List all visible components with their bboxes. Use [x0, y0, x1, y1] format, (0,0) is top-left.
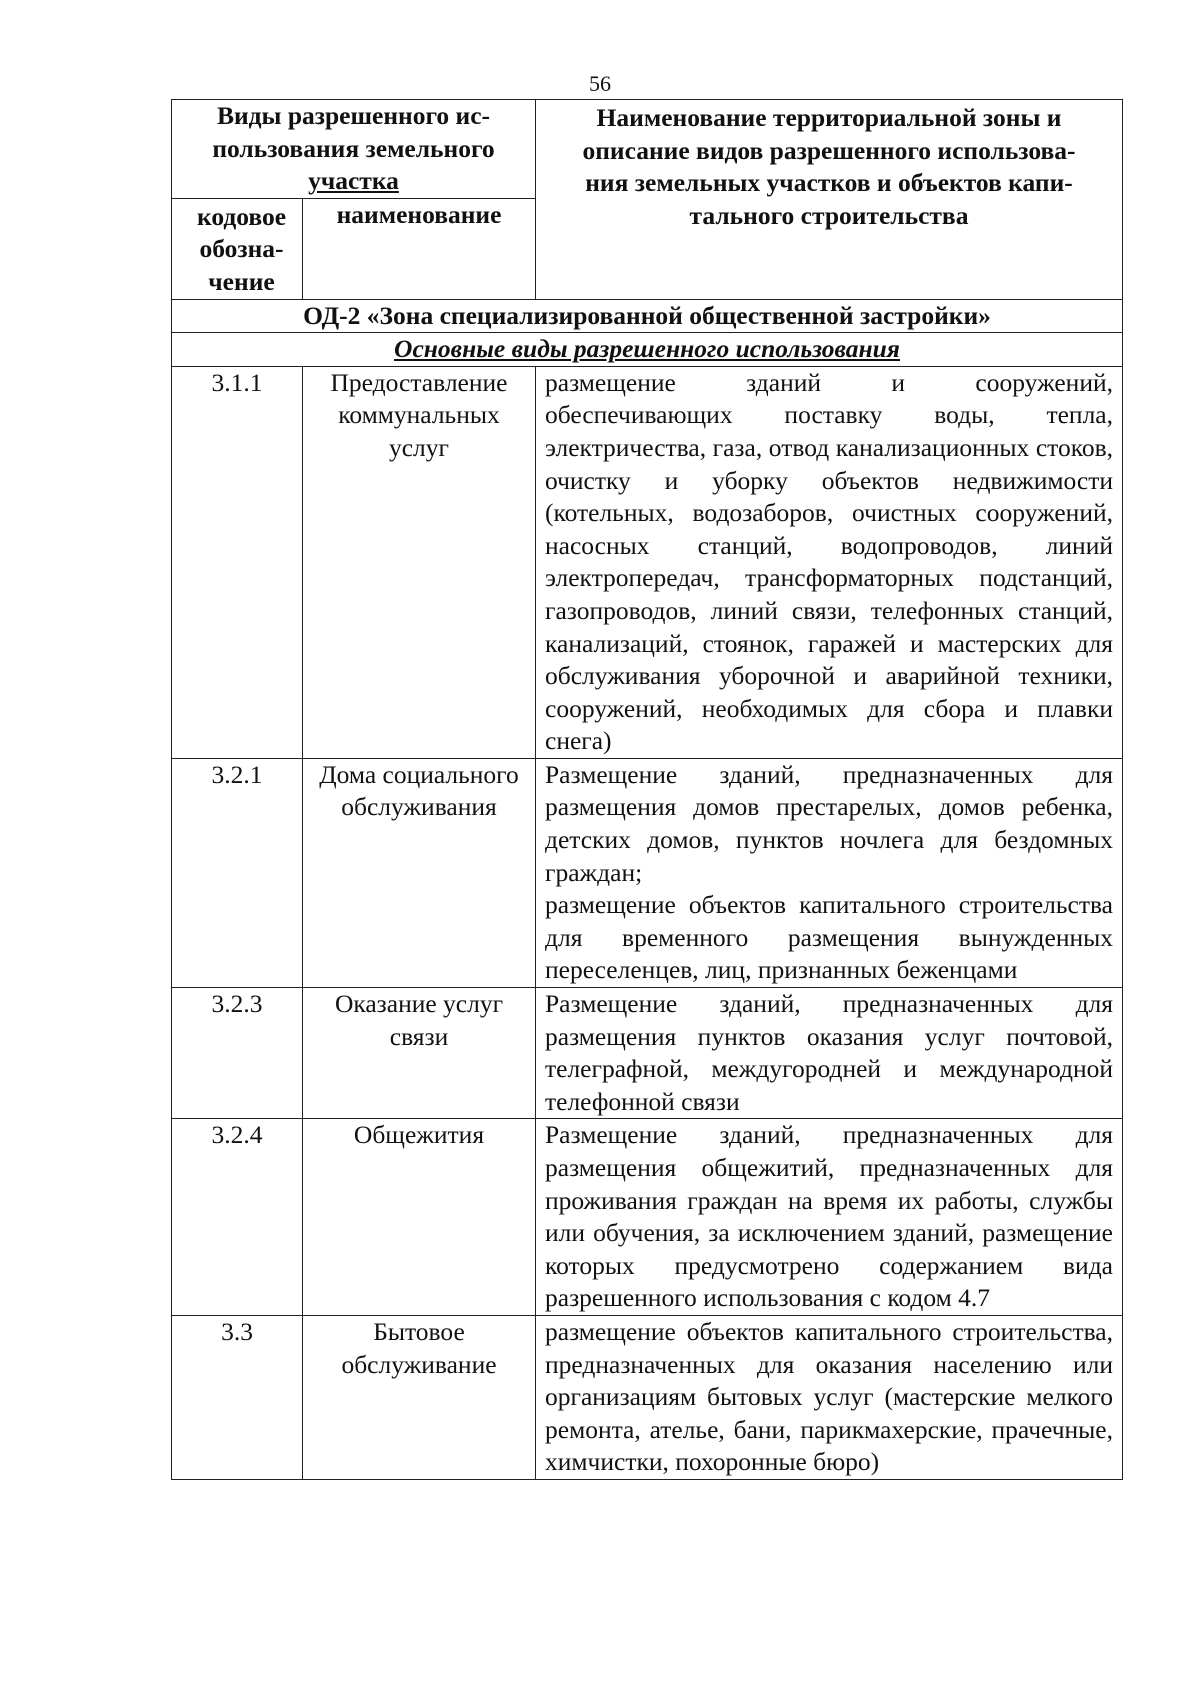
zone-title: ОД-2 «Зона специализированной общественной застройки»	[172, 299, 1123, 333]
header-code-line: кодовое	[196, 201, 287, 231]
header-description-line: ния земельных участков и объектов капи-	[585, 168, 1073, 198]
row-description: размещение объектов капитального строительства, предназначенных для оказания населению или организациям бытовых услуг (мастерские мелкого ремонта, ателье, бани, парикмахерские, прачечные, химчистки, похоронные бюро)	[536, 1315, 1123, 1479]
header-description-line: описание видов разрешенного использова-	[582, 135, 1076, 165]
header-group-title-line: Виды разрешенного ис-	[216, 101, 491, 130]
header-name: наименование	[303, 198, 536, 299]
zone-title-row	[172, 299, 1123, 333]
row-name: Общежития	[303, 1119, 536, 1316]
table-row	[172, 758, 1123, 987]
row-name: Бытовое обслуживание	[303, 1315, 536, 1479]
row-description: Размещение зданий, предназначенных для размещения пунктов оказания услуг почтовой, телеграфной, междугородней и международной телефонной связи	[536, 988, 1123, 1119]
table-row	[172, 1315, 1123, 1479]
row-code: 3.3	[172, 1315, 303, 1479]
header-row-1	[172, 100, 1123, 199]
row-description: Размещение зданий, предназначенных для размещения общежитий, предназначенных для проживания граждан на время их работы, службы или обучения, за исключением зданий, размещение которых предусмотрено содержанием вида разрешенного использования с кодом 4.7	[536, 1119, 1123, 1316]
page-number: 56	[589, 71, 611, 96]
row-code: 3.1.1	[172, 366, 303, 758]
header-zone-description	[536, 100, 1123, 300]
row-code: 3.2.3	[172, 988, 303, 1119]
row-code: 3.2.4	[172, 1119, 303, 1316]
section-title	[172, 333, 1123, 367]
header-code-line: обозна-	[199, 234, 284, 264]
header-group-title-line: пользования земельного	[212, 133, 495, 163]
row-name: Дома социального обслуживания	[303, 758, 536, 987]
section-title-row	[172, 333, 1123, 367]
row-code: 3.2.1	[172, 758, 303, 987]
header-code	[172, 198, 303, 299]
table-row	[172, 988, 1123, 1119]
row-name: Оказание услуг связи	[303, 988, 536, 1119]
header-land-use-types	[172, 100, 536, 199]
header-group-title-line: участка	[308, 166, 399, 196]
header-description-line: Наименование территориальной зоны и	[596, 103, 1062, 132]
header-description-line: тального строительства	[689, 200, 969, 230]
table-row	[172, 366, 1123, 758]
row-description: Размещение зданий, предназначенных для размещения домов престарелых, домов ребенка, детских домов, пунктов ночлега для бездомных граждан; размещение объектов капитального строительства для временного размещения вынужденных переселенцев, лиц, признанных беженцами	[536, 758, 1123, 987]
table-row	[172, 1119, 1123, 1316]
land-use-table	[171, 99, 1123, 1480]
section-title-text: Основные виды разрешенного использования	[394, 334, 900, 364]
header-code-line: чение	[208, 266, 275, 296]
row-description: размещение зданий и сооружений, обеспечивающих поставку воды, тепла, электричества, газа, отвод канализационных стоков, очистку и уборку объектов недвижимости (котельных, водозаборов, очистных сооружений, насосных станций, водопроводов, линий электропередач, трансформаторных подстанций, газопроводов, линий связи, телефонных станций, канализаций, стоянок, гаражей и мастерских для обслуживания уборочной и аварийной техники, сооружений, необходимых для сбора и плавки снега)	[536, 366, 1123, 758]
row-name: Предоставление коммунальных услуг	[303, 366, 536, 758]
